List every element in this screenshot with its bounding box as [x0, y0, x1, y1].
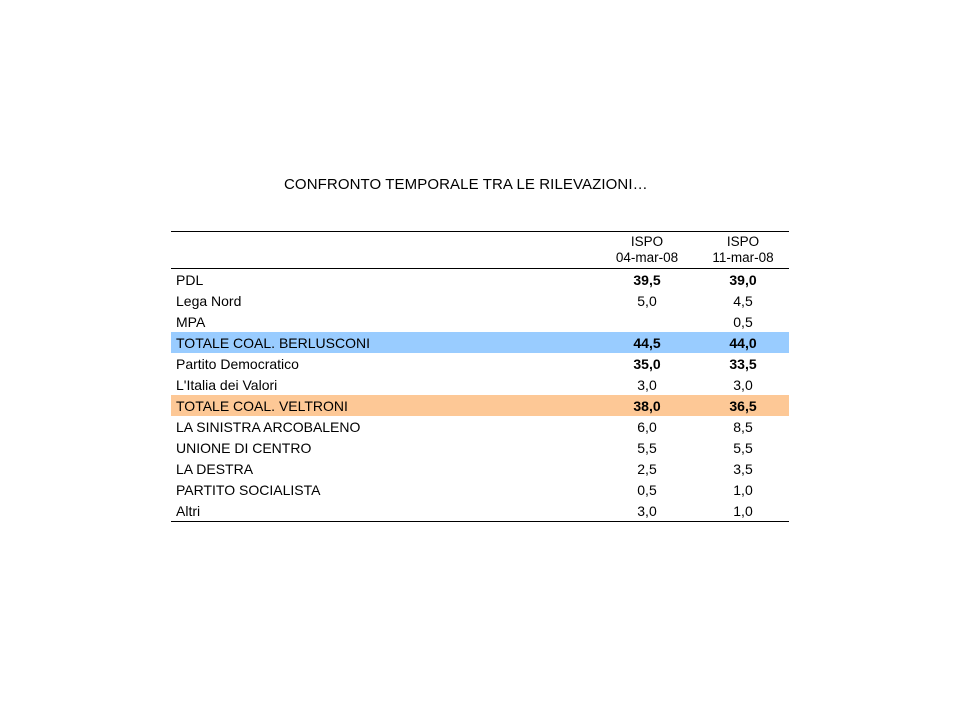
table-row [171, 395, 789, 416]
value-cell-11-mar: 3,0 [733, 376, 753, 393]
value-cell-11-mar: 5,5 [733, 439, 753, 456]
poll-comparison-table [171, 231, 789, 522]
value-cell-04-mar: 35,0 [633, 355, 661, 372]
party-name-cell: Lega Nord [176, 292, 242, 309]
value-cell-04-mar: 3,0 [597, 500, 697, 522]
column-2-date: 11-mar-08 [712, 250, 774, 265]
value-cell-11-mar: 44,0 [697, 332, 789, 353]
value-cell-04-mar: 3,0 [637, 376, 657, 393]
party-name-cell: PDL [176, 271, 204, 288]
table-row [171, 269, 789, 291]
party-column-header [171, 232, 597, 269]
value-cell-04-mar: 2,5 [637, 460, 657, 477]
value-cell-04-mar: 6,0 [637, 418, 657, 435]
table-row [171, 437, 789, 458]
table-row [171, 332, 789, 353]
value-cell-11-mar: 0,5 [733, 313, 753, 330]
column-2-source: ISPO [726, 234, 760, 249]
column-1-date: 04-mar-08 [615, 250, 679, 265]
table-row [171, 416, 789, 437]
column-header-1 [597, 232, 697, 269]
table-row [171, 353, 789, 374]
value-cell-11-mar: 33,5 [729, 355, 757, 372]
table-row [171, 500, 789, 522]
party-name-cell: LA DESTRA [176, 460, 254, 477]
value-cell-04-mar: 0,5 [637, 481, 657, 498]
column-header-2 [697, 232, 789, 269]
table-row [171, 374, 789, 395]
party-name-cell: Partito Democratico [176, 355, 299, 372]
value-cell-11-mar: 3,5 [733, 460, 753, 477]
value-cell-11-mar: 1,0 [697, 500, 789, 522]
value-cell-04-mar: 5,0 [637, 292, 657, 309]
party-name-cell: Altri [171, 500, 597, 522]
party-name-cell: MPA [176, 313, 206, 330]
value-cell-04-mar: 38,0 [597, 395, 697, 416]
party-name-cell: TOTALE COAL. VELTRONI [171, 395, 597, 416]
value-cell-04-mar: 5,5 [637, 439, 657, 456]
table-row [171, 458, 789, 479]
value-cell-11-mar: 39,0 [729, 271, 757, 288]
table-header-row [171, 232, 789, 269]
value-cell-11-mar: 8,5 [733, 418, 753, 435]
slide-title: CONFRONTO TEMPORALE TRA LE RILEVAZIONI… [284, 176, 648, 193]
table-row [171, 479, 789, 500]
table-row [171, 290, 789, 311]
value-cell-04-mar [597, 311, 697, 332]
value-cell-04-mar: 44,5 [597, 332, 697, 353]
value-cell-11-mar: 4,5 [733, 292, 753, 309]
table-body [171, 269, 789, 522]
value-cell-11-mar: 36,5 [697, 395, 789, 416]
party-name-cell: TOTALE COAL. BERLUSCONI [171, 332, 597, 353]
value-cell-11-mar: 1,0 [733, 481, 753, 498]
party-name-cell: UNIONE DI CENTRO [176, 439, 312, 456]
column-1-source: ISPO [630, 234, 664, 249]
party-name-cell: LA SINISTRA ARCOBALENO [176, 418, 361, 435]
value-cell-04-mar: 39,5 [633, 271, 661, 288]
party-name-cell: L'Italia dei Valori [176, 376, 278, 393]
party-name-cell: PARTITO SOCIALISTA [176, 481, 321, 498]
table-row [171, 311, 789, 332]
